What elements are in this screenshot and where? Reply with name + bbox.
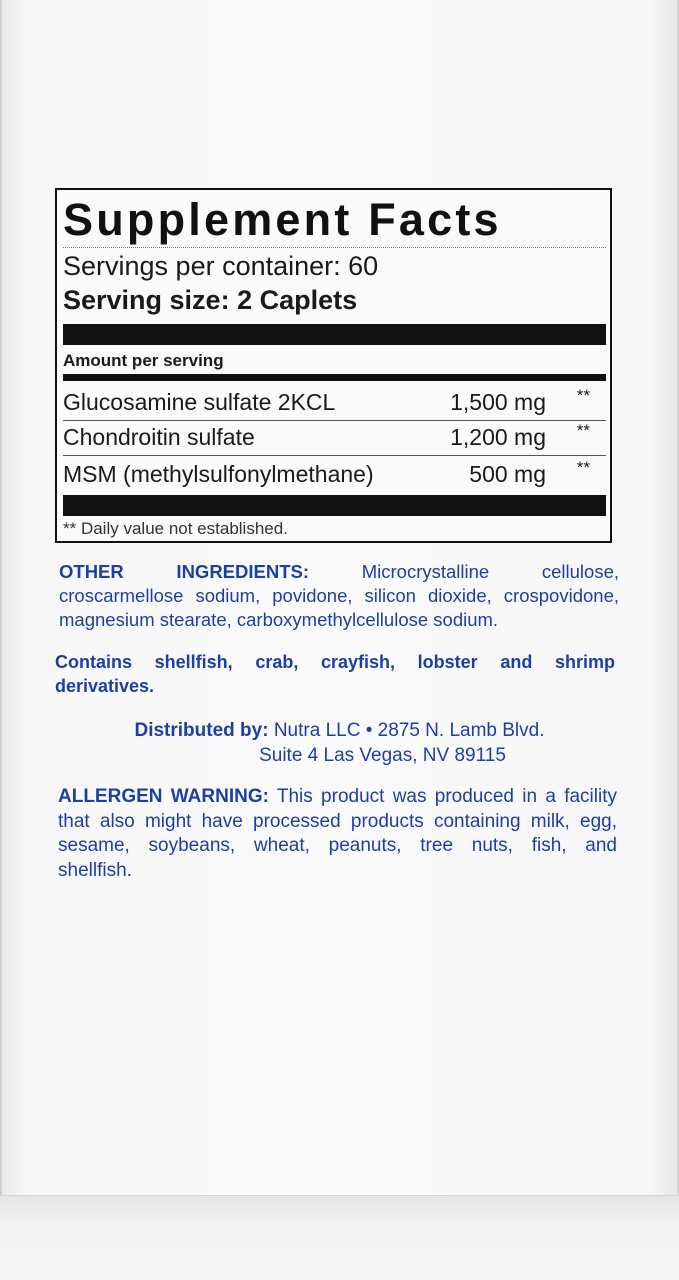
contains-line1: Contains shellfish, crab, crayfish, lobster and shrimp [55,652,615,672]
allergen-line2: that also might have processed products containing milk, egg, [58,810,617,832]
distributed-by-label: Distributed by: [134,720,269,741]
nutrient-name: Glucosamine sulfate 2KCL [63,389,336,415]
thick-divider [63,495,606,516]
distributor-address-line1: Nutra LLC • 2875 N. Lamb Blvd. [273,720,545,741]
nutrient-amount: 500 mg [469,461,546,487]
nutrient-row-chondroitin [63,420,606,454]
box-bottom-face [0,1196,679,1280]
amount-per-serving-label: Amount per serving [63,351,224,370]
nutrient-row-glucosamine [63,385,606,419]
facts-title: Supplement Facts [63,194,502,245]
other-ingredients [59,560,619,632]
dotted-divider [63,247,606,248]
allergen-warning [58,785,617,883]
servings-per-container: Servings per container: 60 [63,251,379,281]
daily-value-footnote: ** Daily value not established. [63,519,288,538]
nutrient-name: MSM (methylsulfonylmethane) [63,461,374,487]
nutrient-daily-value: ** [576,421,590,440]
nutrient-row-msm [63,457,606,491]
nutrient-daily-value: ** [576,458,590,477]
allergen-warning-label: ALLERGEN WARNING: [58,786,269,807]
medium-divider [63,374,606,381]
row-divider [63,455,606,456]
distributor-address-line2: Suite 4 Las Vegas, NV 89115 [259,745,506,766]
contains-statement [55,650,615,698]
other-ingredients-label: OTHER INGREDIENTS: [59,561,310,582]
other-ingredients-list: croscarmellose sodium, povidone, silicon dioxide, crospovidone, magnesium stearate, carboxymethylcellulose sodium. [59,585,619,630]
nutrient-amount: 1,200 mg [450,424,546,450]
thick-divider [63,324,606,345]
allergen-line1: This product was produced in a facility [276,786,617,807]
nutrient-name: Chondroitin sulfate [63,424,255,450]
box-left-edge [0,0,2,1195]
nutrient-daily-value: ** [576,386,590,405]
nutrient-amount: 1,500 mg [450,389,546,415]
contains-line2: derivatives. [55,676,155,696]
other-ingredients-line1: Microcrystalline cellulose, [361,561,619,582]
allergen-line3: sesame, soybeans, wheat, peanuts, tree nuts, fish, and [58,835,617,856]
allergen-line4: shellfish. [58,859,132,881]
serving-size: Serving size: 2 Caplets [63,285,358,315]
distributor-info [0,718,679,768]
supplement-facts-panel [55,188,612,543]
